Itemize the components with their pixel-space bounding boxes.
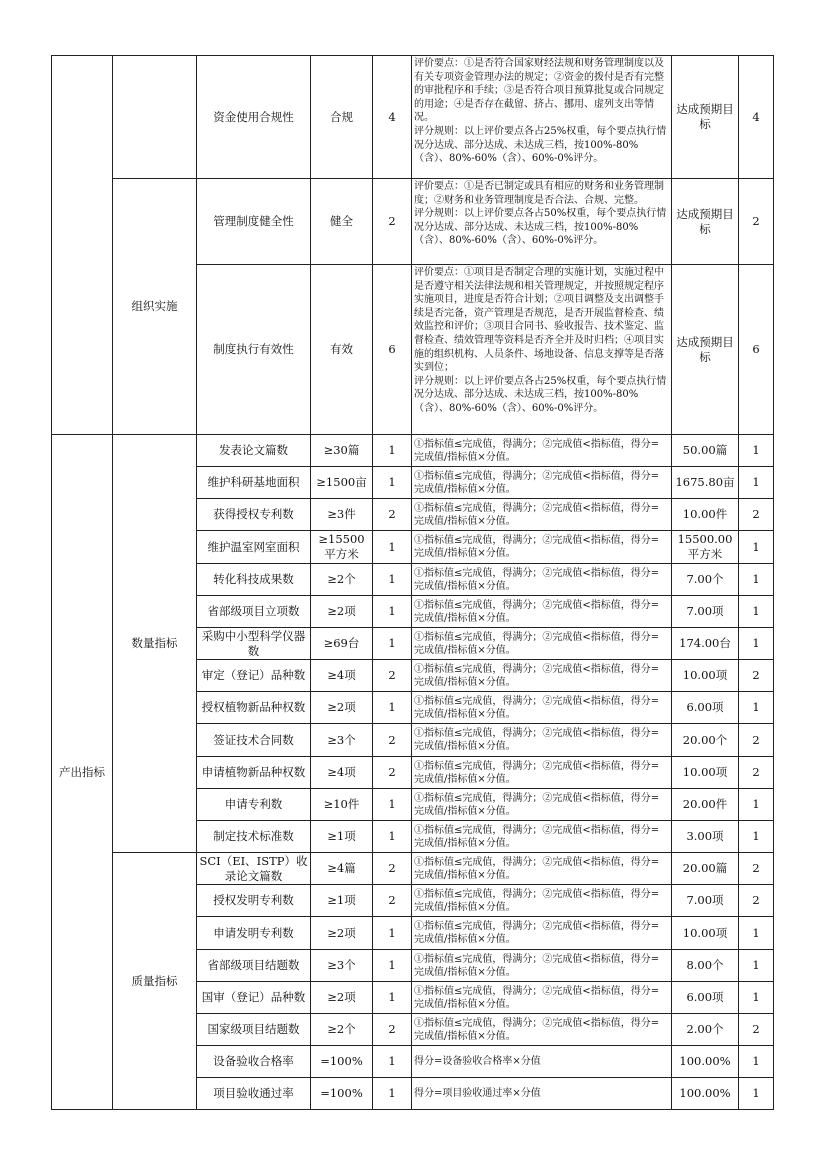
target-value: ≥15500平方米 — [311, 531, 373, 564]
score-value: 1 — [739, 917, 774, 950]
weight-value: 1 — [373, 564, 412, 596]
indicator-name: 省部级项目结题数 — [197, 950, 311, 982]
score-value: 2 — [739, 724, 774, 757]
target-value: ≥3个 — [311, 950, 373, 982]
score-value: 1 — [739, 628, 774, 660]
blank-cell — [52, 56, 113, 435]
weight-value: 2 — [373, 885, 412, 917]
weight-value: 1 — [373, 1078, 412, 1110]
score-value: 2 — [739, 757, 774, 789]
result-value: 100.00% — [672, 1046, 739, 1078]
scoring-criteria: ①指标值≤完成值，得满分；②完成值<指标值，得分=完成值/指标值×分值。 — [412, 853, 672, 885]
section-label-quality: 质量指标 — [113, 853, 197, 1110]
target-value: ≥1500亩 — [311, 467, 373, 499]
table-row — [52, 435, 774, 467]
weight-value: 1 — [373, 467, 412, 499]
scoring-criteria: ①指标值≤完成值，得满分；②完成值<指标值，得分=完成值/指标值×分值。 — [412, 564, 672, 596]
indicator-name: 国审（登记）品种数 — [197, 982, 311, 1014]
indicator-name: 授权发明专利数 — [197, 885, 311, 917]
blank-cell — [113, 56, 197, 179]
scoring-criteria: ①指标值≤完成值，得满分；②完成值<指标值，得分=完成值/指标值×分值。 — [412, 596, 672, 628]
score-value: 1 — [739, 467, 774, 499]
scoring-criteria: 评价要点：①是否符合国家财经法规和财务管理制度以及有关专项资金管理办法的规定；②资金的拨付是否有完整的审批程序和手续；③是否符合项目预算批复或合同规定的用途；④是否存在截留、挤占、挪用、虚列支出等情况。 评分规则：以上评价要点各占25%权重，每个要点执行情况分达成、部分达成、未达成三档，按100%-80%（含）、80%-60%（含）、60%-0%评分。 — [412, 56, 672, 179]
indicator-name: 项目验收通过率 — [197, 1078, 311, 1110]
score-value: 1 — [739, 950, 774, 982]
indicator-name: 申请植物新品种权数 — [197, 757, 311, 789]
scoring-criteria: ①指标值≤完成值，得满分；②完成值<指标值，得分=完成值/指标值×分值。 — [412, 531, 672, 564]
target-value: ≥30篇 — [311, 435, 373, 467]
score-value: 1 — [739, 1078, 774, 1110]
target-value: ≥2项 — [311, 917, 373, 950]
indicator-name: 申请发明专利数 — [197, 917, 311, 950]
scoring-criteria: ①指标值≤完成值，得满分；②完成值<指标值，得分=完成值/指标值×分值。 — [412, 499, 672, 531]
weight-value: 2 — [373, 853, 412, 885]
weight-value: 1 — [373, 435, 412, 467]
result-value: 达成预期目标 — [672, 56, 739, 179]
indicator-name: 国家级项目结题数 — [197, 1014, 311, 1046]
scoring-criteria: ①指标值≤完成值，得满分；②完成值<指标值，得分=完成值/指标值×分值。 — [412, 917, 672, 950]
score-value: 6 — [739, 265, 774, 435]
result-value: 6.00项 — [672, 982, 739, 1014]
weight-value: 2 — [373, 724, 412, 757]
target-value: ≥2项 — [311, 692, 373, 724]
result-value: 10.00件 — [672, 499, 739, 531]
scoring-criteria: ①指标值≤完成值，得满分；②完成值<指标值，得分=完成值/指标值×分值。 — [412, 885, 672, 917]
scoring-criteria: ①指标值≤完成值，得满分；②完成值<指标值，得分=完成值/指标值×分值。 — [412, 982, 672, 1014]
scoring-criteria: ①指标值≤完成值，得满分；②完成值<指标值，得分=完成值/指标值×分值。 — [412, 757, 672, 789]
table-row — [52, 179, 774, 265]
indicator-name: 采购中小型科学仪器数 — [197, 628, 311, 660]
indicator-name: 审定（登记）品种数 — [197, 660, 311, 692]
scoring-criteria: ①指标值≤完成值，得满分；②完成值<指标值，得分=完成值/指标值×分值。 — [412, 821, 672, 853]
score-value: 1 — [739, 1046, 774, 1078]
table-row — [52, 853, 774, 885]
indicator-name: 制定技术标准数 — [197, 821, 311, 853]
scoring-criteria: ①指标值≤完成值，得满分；②完成值<指标值，得分=完成值/指标值×分值。 — [412, 789, 672, 821]
result-value: 10.00项 — [672, 757, 739, 789]
result-value: 2.00个 — [672, 1014, 739, 1046]
score-value: 1 — [739, 982, 774, 1014]
indicator-name: 制度执行有效性 — [197, 265, 311, 435]
indicator-name: 转化科技成果数 — [197, 564, 311, 596]
result-value: 7.00个 — [672, 564, 739, 596]
scoring-criteria: ①指标值≤完成值，得满分；②完成值<指标值，得分=完成值/指标值×分值。 — [412, 692, 672, 724]
result-value: 100.00% — [672, 1078, 739, 1110]
score-value: 2 — [739, 1014, 774, 1046]
indicator-name: 申请专利数 — [197, 789, 311, 821]
weight-value: 1 — [373, 982, 412, 1014]
weight-value: 1 — [373, 950, 412, 982]
weight-value: 2 — [373, 1014, 412, 1046]
target-value: ≥3件 — [311, 499, 373, 531]
score-value: 1 — [739, 692, 774, 724]
indicator-name: 资金使用合规性 — [197, 56, 311, 179]
score-value: 1 — [739, 789, 774, 821]
weight-value: 1 — [373, 531, 412, 564]
indicator-name: 省部级项目立项数 — [197, 596, 311, 628]
target-value: ≥4篇 — [311, 853, 373, 885]
score-value: 1 — [739, 821, 774, 853]
indicator-name: 设备验收合格率 — [197, 1046, 311, 1078]
table-row — [52, 56, 774, 179]
section-label-quantity: 数量指标 — [113, 435, 197, 853]
target-value: ≥2个 — [311, 1014, 373, 1046]
scoring-criteria: 得分=项目验收通过率×分值 — [412, 1078, 672, 1110]
weight-value: 2 — [373, 757, 412, 789]
weight-value: 1 — [373, 692, 412, 724]
scoring-criteria: ①指标值≤完成值，得满分；②完成值<指标值，得分=完成值/指标值×分值。 — [412, 950, 672, 982]
indicator-name: 管理制度健全性 — [197, 179, 311, 265]
target-value: ≥2项 — [311, 596, 373, 628]
score-value: 4 — [739, 56, 774, 179]
result-value: 20.00个 — [672, 724, 739, 757]
indicator-name: 签证技术合同数 — [197, 724, 311, 757]
scoring-criteria: 得分=设备验收合格率×分值 — [412, 1046, 672, 1078]
scoring-criteria: ①指标值≤完成值，得满分；②完成值<指标值，得分=完成值/指标值×分值。 — [412, 660, 672, 692]
weight-value: 2 — [373, 179, 412, 265]
target-value: 有效 — [311, 265, 373, 435]
result-value: 174.00台 — [672, 628, 739, 660]
score-value: 2 — [739, 499, 774, 531]
section-label-output: 产出指标 — [52, 435, 113, 1110]
result-value: 10.00项 — [672, 660, 739, 692]
score-value: 2 — [739, 660, 774, 692]
score-value: 1 — [739, 435, 774, 467]
scoring-criteria: ①指标值≤完成值，得满分；②完成值<指标值，得分=完成值/指标值×分值。 — [412, 467, 672, 499]
result-value: 20.00篇 — [672, 853, 739, 885]
indicator-name: 维护温室网室面积 — [197, 531, 311, 564]
result-value: 达成预期目标 — [672, 265, 739, 435]
weight-value: 4 — [373, 56, 412, 179]
indicator-name: 授权植物新品种权数 — [197, 692, 311, 724]
target-value: 健全 — [311, 179, 373, 265]
indicator-name: 发表论文篇数 — [197, 435, 311, 467]
target-value: ≥10件 — [311, 789, 373, 821]
target-value: ≥1项 — [311, 885, 373, 917]
scoring-criteria: ①指标值≤完成值，得满分；②完成值<指标值，得分=完成值/指标值×分值。 — [412, 1014, 672, 1046]
score-value: 2 — [739, 179, 774, 265]
target-value: ≥2个 — [311, 564, 373, 596]
scoring-criteria: 评价要点：①项目是否制定合理的实施计划，实施过程中是否遵守相关法律法规和相关管理规定，并按照规定程序实施项目，进度是否符合计划；②项目调整及支出调整手续是否完备，资产管理是否规范，是否开展监督检查、绩效监控和评价；③项目合同书、验收报告、技术鉴定、监督检查、绩效管理等资料是否齐全并及时归档；④项目实施的组织机构、人员条件、场地设备、信息支撑等是否落实到位； 评分规则：以上评价要点各占25%权重，每个要点执行情况分达成、部分达成、未达成三档，按100%-80%（含）、80%-60%（含）、60%-0%评分。 — [412, 265, 672, 435]
indicator-name: SCI（EI、ISTP）收录论文篇数 — [197, 853, 311, 885]
result-value: 7.00项 — [672, 885, 739, 917]
result-value: 20.00件 — [672, 789, 739, 821]
weight-value: 1 — [373, 821, 412, 853]
score-value: 1 — [739, 531, 774, 564]
result-value: 50.00篇 — [672, 435, 739, 467]
weight-value: 2 — [373, 499, 412, 531]
score-value: 2 — [739, 885, 774, 917]
target-value: ≥3个 — [311, 724, 373, 757]
indicator-name: 获得授权专利数 — [197, 499, 311, 531]
result-value: 8.00个 — [672, 950, 739, 982]
scoring-criteria: 评价要点：①是否已制定或具有相应的财务和业务管理制度；②财务和业务管理制度是否合法、合规、完整。 评分规则：以上评价要点各占50%权重，每个要点执行情况分达成、部分达成、未达成三档，按100%-80%（含）、80%-60%（含）、60%-0%评分。 — [412, 179, 672, 265]
weight-value: 1 — [373, 1046, 412, 1078]
result-value: 达成预期目标 — [672, 179, 739, 265]
score-value: 1 — [739, 564, 774, 596]
target-value: ≥4项 — [311, 660, 373, 692]
target-value: ≥69台 — [311, 628, 373, 660]
target-value: =100% — [311, 1046, 373, 1078]
target-value: ≥4项 — [311, 757, 373, 789]
indicator-name: 维护科研基地面积 — [197, 467, 311, 499]
result-value: 3.00项 — [672, 821, 739, 853]
result-value: 15500.00平方米 — [672, 531, 739, 564]
score-value: 2 — [739, 853, 774, 885]
weight-value: 1 — [373, 917, 412, 950]
result-value: 10.00项 — [672, 917, 739, 950]
scoring-criteria: ①指标值≤完成值，得满分；②完成值<指标值，得分=完成值/指标值×分值。 — [412, 628, 672, 660]
result-value: 1675.80亩 — [672, 467, 739, 499]
target-value: ≥2项 — [311, 982, 373, 1014]
result-value: 6.00项 — [672, 692, 739, 724]
target-value: 合规 — [311, 56, 373, 179]
score-value: 1 — [739, 596, 774, 628]
performance-evaluation-table — [51, 55, 774, 1110]
weight-value: 1 — [373, 596, 412, 628]
weight-value: 1 — [373, 789, 412, 821]
weight-value: 2 — [373, 660, 412, 692]
result-value: 7.00项 — [672, 596, 739, 628]
weight-value: 1 — [373, 628, 412, 660]
section-label-org-impl: 组织实施 — [113, 179, 197, 435]
target-value: =100% — [311, 1078, 373, 1110]
scoring-criteria: ①指标值≤完成值，得满分；②完成值<指标值，得分=完成值/指标值×分值。 — [412, 724, 672, 757]
target-value: ≥1项 — [311, 821, 373, 853]
weight-value: 6 — [373, 265, 412, 435]
scoring-criteria: ①指标值≤完成值，得满分；②完成值<指标值，得分=完成值/指标值×分值。 — [412, 435, 672, 467]
